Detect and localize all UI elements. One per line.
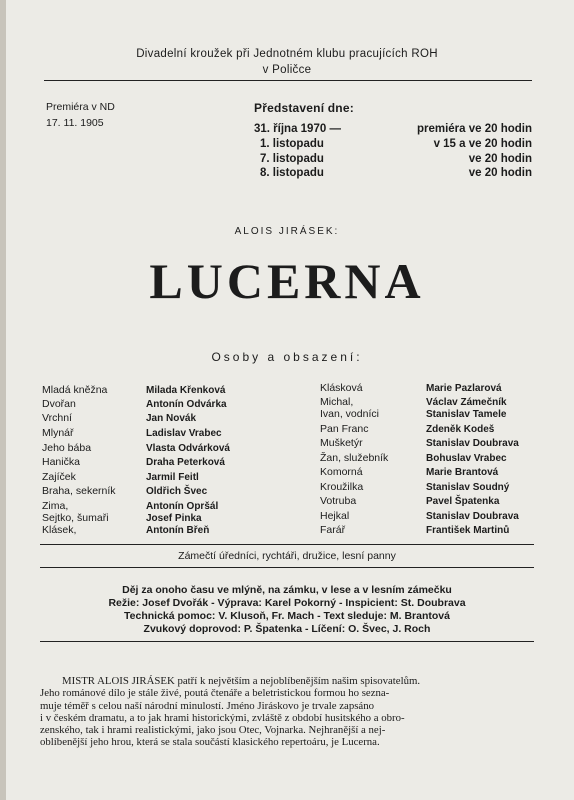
cast-role: Ivan, vodníci [320,408,379,420]
cast-actor: Jarmil Feitl [146,472,199,483]
performance-time: ve 20 hodin [468,167,532,179]
premiere-label: Premiéra v ND [46,101,115,113]
cast-role: Pan Franc [320,423,369,435]
cast-role: Zajíček [42,471,76,483]
paragraph-line: MISTR ALOIS JIRÁSEK patří k největším a nejoblíbenějším našim spisovatelům. [62,675,421,687]
cast-actor: Bohuslav Vrabec [426,453,507,464]
cast-actor: Zdeněk Kodeš [426,424,495,435]
cast-role: Klásek, [42,524,77,536]
cast-role: Mlynář [42,427,74,439]
header-rule [44,80,532,81]
extras-rule [40,567,534,568]
cast-role: Mušketýr [320,437,363,449]
performance-date: 1. listopadu [260,138,324,150]
paragraph-line: muje téměř s celou naší národní minulostí. Jméno Jiráskovo je trvale zapsáno [40,699,375,712]
cast-actor: Antonín Odvárka [146,399,227,410]
organizer-line: Divadelní kroužek při Jednotném klubu pracujících ROH [136,48,438,60]
cast-role: Votruba [320,495,357,507]
cast-role: Vrchní [42,412,72,424]
cast-actor: Stanislav Doubrava [426,438,519,449]
cast-actor: Marie Brantová [426,467,499,478]
cast-role: Zima, [42,500,69,512]
cast-role: Sejtko, šumaři [42,512,109,524]
setting-line: Děj za onoho času ve mlýně, na zámku, v lese a v lesním zámečku [122,584,452,596]
cast-role: Farář [320,524,346,536]
premiere-date: 17. 11. 1905 [46,117,104,129]
paragraph-line: zenského, tak i hrami realistickými, jako jsou Otec, Vojnarka. Nejhranější a nej- [40,724,386,737]
cast-heading: Osoby a obsazení: [211,350,363,364]
performance-date: 8. listopadu [260,167,324,179]
cast-actor: František Martinů [426,525,510,536]
performance-time: premiéra ve 20 hodin [416,123,532,135]
cast-actor: Antonín Opršál [146,501,219,512]
credits-rule [40,641,534,642]
cast-actor: Stanislav Soudný [426,482,510,493]
cast-role: Žan, služebník [320,452,389,464]
performance-time: v 15 a ve 20 hodin [433,138,532,150]
paragraph-line: oblíbenější jeho hrou, která se stala součástí klasického repertoáru, je Lucerna. [40,736,380,749]
cast-actor: Antonín Břeň [146,525,210,536]
cast-role: Hejkal [320,510,350,522]
cast-role: Braha, sekerník [42,485,116,497]
cast-role: Mladá kněžna [42,384,108,396]
cast-actor: Jan Novák [146,413,197,424]
technical-credits: Technická pomoc: V. Klusoň, Fr. Mach - Text sleduje: M. Brantová [124,610,450,622]
cast-actor: Pavel Špatenka [426,496,500,507]
cast-actor: Milada Křenková [146,385,226,396]
cast-role: Jeho bába [42,442,92,454]
performances-title: Představení dne: [254,101,354,115]
extras-line: Zámečtí úředníci, rychtáři, družice, lesní panny [178,550,396,562]
author-paragraph [40,675,534,749]
cast-actor: Vlasta Odvárková [146,443,230,454]
cast-role: Michal, [320,396,354,408]
paragraph-line: Jeho románové dílo je stále živé, poutá čtenáře a beletristickou formou ho sezna- [40,687,390,700]
cast-actor: Marie Pazlarová [426,383,502,394]
paragraph-line: i v českém dramatu, a to jak hrami historickými, zvláště z období husitského a obro- [40,711,405,724]
cast-actor: Václav Zámečník [426,397,507,408]
binding-gutter [0,0,6,800]
cast-actor: Stanislav Tamele [426,409,507,420]
cast-actor: Oldřich Švec [146,486,208,497]
play-title: LUCERNA [149,253,425,309]
cast-actor: Stanislav Doubrava [426,511,519,522]
performance-date: 31. října 1970 — [254,123,341,135]
cast-role: Dvořan [42,398,76,410]
cast-actor: Ladislav Vrabec [146,428,222,439]
sound-credits: Zvukový doprovod: P. Špatenka - Líčení: O. Švec, J. Roch [143,623,431,635]
cast-rule [40,544,534,545]
cast-role: Klásková [320,382,363,394]
cast-role: Kroužilka [320,481,364,493]
cast-actor: Draha Peterková [146,457,225,468]
performance-time: ve 20 hodin [468,153,532,165]
organizer-town: v Poličce [262,64,312,76]
cast-role: Komorná [320,466,363,478]
play-author: ALOIS JIRÁSEK: [234,226,340,237]
performance-date: 7. listopadu [260,153,324,165]
cast-role: Hanička [42,456,80,468]
direction-credits: Režie: Josef Dvořák - Výprava: Karel Pokorný - Inspicient: St. Doubrava [108,597,466,609]
cast-actor: Josef Pinka [146,513,202,524]
